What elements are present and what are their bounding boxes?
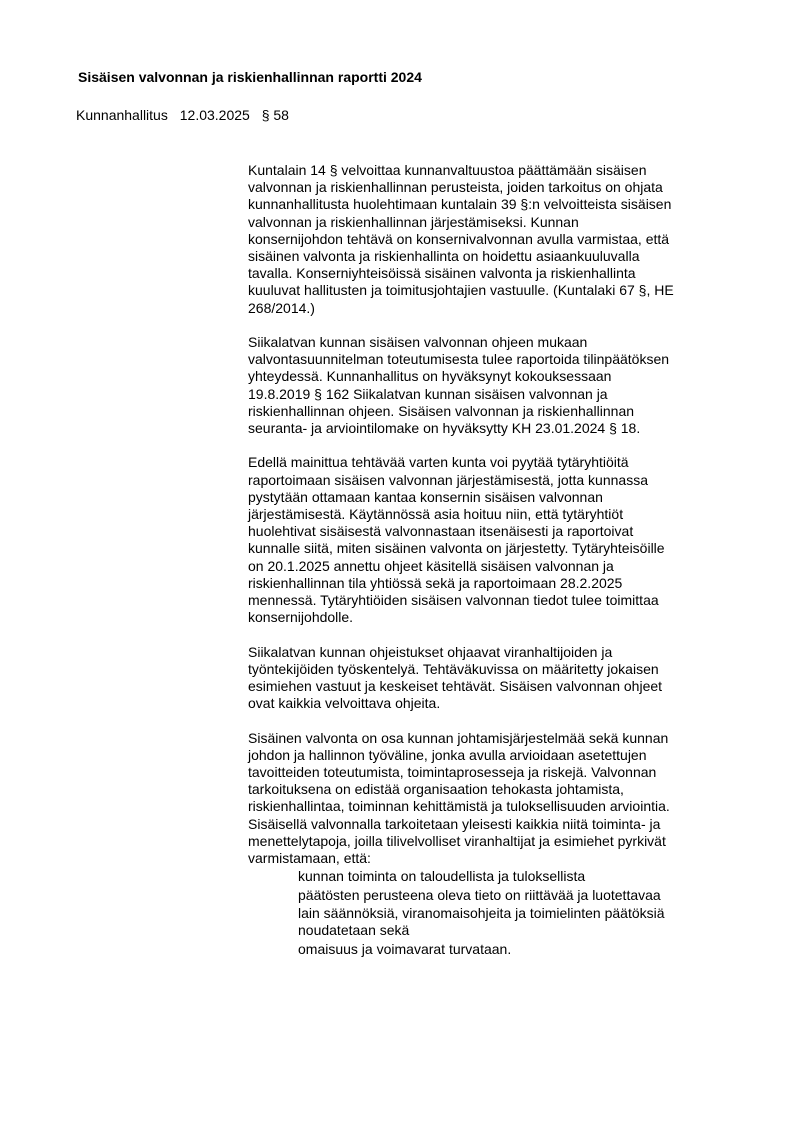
paragraph-instructions [248, 644, 744, 713]
text-line: huolehtivat sisäisestä valvonnastaan itsenäisesti ja raportoivat [248, 523, 634, 540]
text-line: mennessä. Tytäryhtiöiden sisäisen valvonnan tiedot tulee toimittaa [248, 592, 659, 609]
text-line: Siikalatvan kunnan ohjeistukset ohjaavat viranhaltijoiden ja [248, 643, 613, 660]
text-line: pystytään ottamaan kantaa konsernin sisäisen valvonnan [248, 488, 603, 505]
list-item: päätösten perusteena oleva tieto on riittävää ja luotettavaa [298, 887, 661, 904]
list-item: noudatetaan sekä [298, 922, 410, 939]
list-item: kunnan toiminta on taloudellista ja tuloksellista [298, 868, 586, 885]
text-line: valvonnan ja riskienhallinnan perusteista, joiden tarkoitus on ohjata [248, 179, 663, 196]
text-line: Siikalatvan kunnan sisäisen valvonnan ohjeen mukaan [248, 334, 588, 351]
paragraph-legal-basis [248, 162, 744, 317]
text-line: konsernijohdon tehtävä on konsernivalvonnan avulla varmistaa, että [248, 230, 670, 247]
text-line: konsernijohdolle. [248, 609, 354, 626]
document-body [248, 162, 744, 959]
text-line: ovat kaikkia velvoittava ohjeita. [248, 695, 441, 712]
meeting-reference [76, 106, 289, 124]
meeting-section: § 58 [261, 107, 289, 123]
paragraph-guideline [248, 334, 744, 437]
text-line: valvontasuunnitelman toteutumisesta tulee raportoida tilinpäätöksen [248, 351, 670, 368]
text-line: tarkoituksena on edistää organisaation tehokasta johtamista, [248, 781, 624, 798]
text-line: tavalla. Konserniyhteisöissä sisäinen valvonta ja riskienhallinta [248, 265, 636, 282]
document-title: Sisäisen valvonnan ja riskienhallinnan raportti 2024 [78, 69, 422, 85]
text-line: Sisäinen valvonta on osa kunnan johtamisjärjestelmää sekä kunnan [248, 729, 669, 746]
meeting-date: 12.03.2025 [179, 107, 250, 123]
text-line: raportoimaan sisäisen valvonnan järjestämisestä, jotta kunnassa [248, 471, 648, 488]
text-line: esimiehen vastuut ja keskeiset tehtävät. Sisäisen valvonnan ohjeet [248, 678, 663, 695]
text-line: varmistamaan, että: [248, 850, 371, 867]
text-line: 19.8.2019 § 162 Siikalatvan kunnan sisäisen valvonnan ja [248, 385, 608, 402]
text-line: johdon ja hallinnon työväline, jonka avulla arvioidaan asetettujen [248, 746, 647, 763]
text-line: työntekijöiden työskentelyä. Tehtäväkuvissa on määritetty jokaisen [248, 660, 659, 677]
text-line: kunnanhallitusta huolehtimaan kuntalain 39 §:n velvoitteista sisäisen [248, 196, 672, 213]
text-line: valvonnan ja riskienhallinnan järjestämiseksi. Kunnan [248, 213, 579, 230]
text-line: järjestämisestä. Käytännössä asia hoituu niin, että tytäryhtiöt [248, 506, 624, 523]
text-line: riskienhallinnan tila yhtiössä sekä ja raportoimaan 28.2.2025 [248, 574, 623, 591]
text-line: riskienhallinnan ohjeen. Sisäisen valvonnan ja riskienhallinnan [248, 402, 635, 419]
text-line: menettelytapoja, joilla tilivelvolliset viranhaltijat ja esimiehet pyrkivät [248, 832, 666, 849]
text-line: seuranta- ja arviointilomake on hyväksytty KH 23.01.2024 § 18. [248, 420, 641, 437]
list-item: lain säännöksiä, viranomaisohjeita ja toimielinten päätöksiä [298, 905, 665, 922]
text-line: tavoitteiden toteutumista, toimintaprosesseja ja riskejä. Valvonnan [248, 764, 657, 781]
text-line: Kuntalain 14 § velvoittaa kunnanvaltuustoa päättämään sisäisen [248, 162, 647, 178]
paragraph-subsidiaries [248, 454, 744, 626]
text-line: Edellä mainittua tehtävää varten kunta voi pyytää tytäryhtiöitä [248, 454, 629, 471]
text-line: sisäinen valvonta ja riskienhallinta on hoidettu asiaankuuluvalla [248, 248, 640, 265]
text-line: 268/2014.) [248, 299, 315, 316]
text-line: riskienhallintaa, toiminnan kehittämistä ja tuloksellisuuden arviointia. [248, 798, 670, 815]
paragraph-internal-control [248, 730, 744, 868]
text-line: yhteydessä. Kunnanhallitus on hyväksynyt kokouksessaan [248, 368, 612, 385]
text-line: Sisäisellä valvonnalla tarkoitetaan yleisesti kaikkia niitä toiminta- ja [248, 815, 661, 832]
list-item: omaisuus ja voimavarat turvataan. [298, 940, 512, 957]
text-line: on 20.1.2025 annettu ohjeet käsitellä sisäisen valvonnan ja [248, 557, 614, 574]
control-objectives-list [248, 867, 744, 958]
meeting-body: Kunnanhallitus [76, 107, 168, 123]
text-line: kuuluvat hallitusten ja toimitusjohtajien vastuulle. (Kuntalaki 67 §, HE [248, 282, 674, 299]
text-line: kunnalle siitä, miten sisäinen valvonta on järjestetty. Tytäryhteisöille [248, 540, 665, 557]
